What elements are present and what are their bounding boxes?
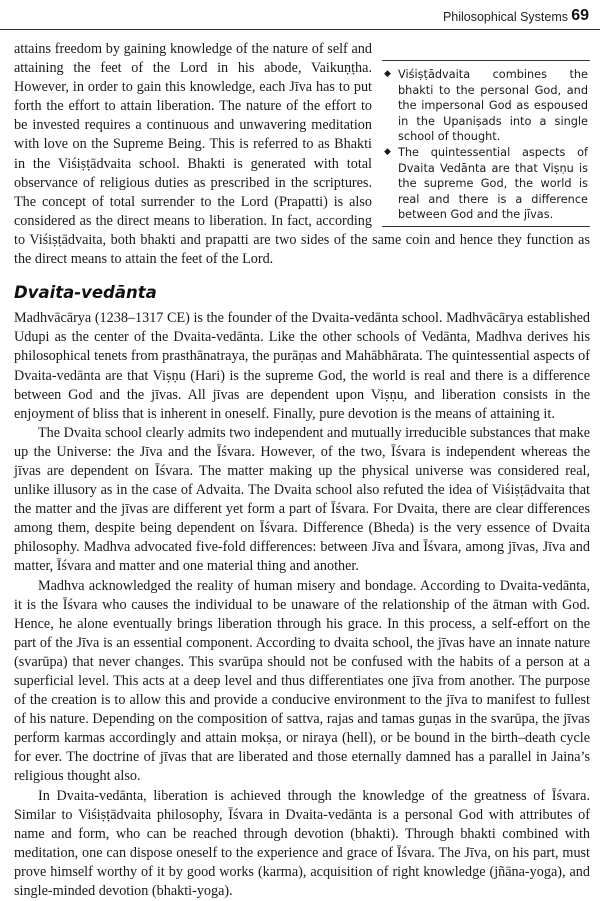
body-paragraph: The Dvaita school clearly admits two independent and mutually irreducible substances that make up the Universe: the Jīva and the Īśvara. However, of the two, Īśvara is independent whereas the jīvas are dependent on Īśvara. The matter making up the physical universe was considered real, unlike illusory as in the case of Advaita. The Dvaita school also refuted the idea of Viśiṣṭādvaita that the matter and the jīvas are different yet form a part of Īśvara. For Dvaita, there are clear differences among them, despite being dependent on Īśvara. Difference (Bheda) is the very essence of Dvaita philosophy. Madhva advocated five-fold differences: between Jīva and Īśvara, among jīvas, Jīva and matter, Īśvara and matter and one material thing and another. xyxy=(14,424,590,575)
margin-note-box xyxy=(382,60,590,227)
section-heading: Dvaita-vedānta xyxy=(14,283,157,303)
margin-note-item xyxy=(382,145,590,223)
running-title: Philosophical Systems xyxy=(442,10,568,24)
intro-paragraph: attains freedom by gaining knowledge of the nature of self and attaining the feet of the Lord in his abode, Vaikuṇṭha. However, in order to gain this knowledge, each Jīva has to put forth the effort to attain liberation. The nature of the effort to be invested requires a continuous and unwavering meditation with love on the Supreme Being. This is referred to as Bhakti in the Viśiṣṭādvaita school. Bhakti is generated with total observance of religious duties as prescribed in the scriptures. The concept of total surrender to the Lord (Prapatti) is also considered as the direct means to liberation. In fact, according to Viśiṣṭādvaita, both bhakti and prapatti are two sides of the same coin and hence they function as the direct means to attain the feet of the Lord. xyxy=(14,41,590,268)
diamond-bullet-icon: ◆ xyxy=(384,146,391,157)
body-paragraph: In Dvaita-vedānta, liberation is achieved through the knowledge of the greatness of Īśvara. Similar to Viśiṣṭādvaita philosophy, Īśvara in Dvaita-vedānta is a personal God with attributes of name and form, who can be reached through devotion (bhakti). Through bhakti combined with meditation, one can dispose oneself to the experience and grace of Īśvara. The Jīva, on his part, must prove himself worthy of it by good works (karma), acquisition of right knowledge (jñāna-yoga), and single-minded devotion (bhakti-yoga). xyxy=(14,787,590,900)
body-paragraph: Madhva acknowledged the reality of human misery and bondage. According to Dvaita-vedānta, it is the Īśvara who causes the individual to be unaware of the relationship of the ātman with God. Hence, he alone eventually brings liberation through his grace. In this process, a self-effort on the part of the Jīva is an essential component. According to dvaita school, the jīvas have an innate nature (svarūpa) that never changes. This svarūpa should not be confused with the habits of a person at a superficial level. This acts at a deep level and thus differentiates one jīva from another. The purpose of the creation is to allow this and provide a conducive environment to the jīva to manifest to fullest of his nature. Depending on the composition of sattva, rajas and tamas guṇas in the svarūpa, the jīvas perform karmas accordingly and attain mokṣa, or niraya (hell), or be bound in the birth–death cycle for ever. The doctrine of jīvas that are liberated and those eternally damned has a parallel in Jaina’s religious thought also. xyxy=(14,577,590,785)
margin-note-item xyxy=(382,67,590,145)
running-header xyxy=(0,0,600,30)
body-paragraph: Madhvācārya (1238–1317 CE) is the founder of the Dvaita-vedānta school. Madhvācārya established Udupi as the center of the Dvaita-vedānta. Like the other schools of Vedānta, Madhva derives his philosophical tenets from prasthānatraya, the purāṇas and Mahābhārata. The quintessential aspects of Dvaita-vedānta are that Viṣṇu (Hari) is the supreme God, the world is real and there is a difference between God and the jīvas. All jīvas are dependent upon Viṣṇu, and liberation consists in the enjoyment of bliss that is inherent in oneself. Finally, pure devotion is the means of attaining it. xyxy=(14,310,590,422)
page-body xyxy=(14,40,590,901)
intro-block xyxy=(14,40,590,269)
diamond-bullet-icon: ◆ xyxy=(384,69,391,79)
margin-note-text: Viśiṣṭādvaita combines the bhakti to the personal God, and the impersonal God as espoused in the Upaniṣads into a single school of thought. xyxy=(398,68,588,144)
margin-note-text: The quintessential aspects of Dvaita Vedānta are that Viṣṇu is the supreme God, the world is real and there is a difference between God and the jīvas. xyxy=(398,145,588,222)
page-number: 69 xyxy=(571,7,589,24)
